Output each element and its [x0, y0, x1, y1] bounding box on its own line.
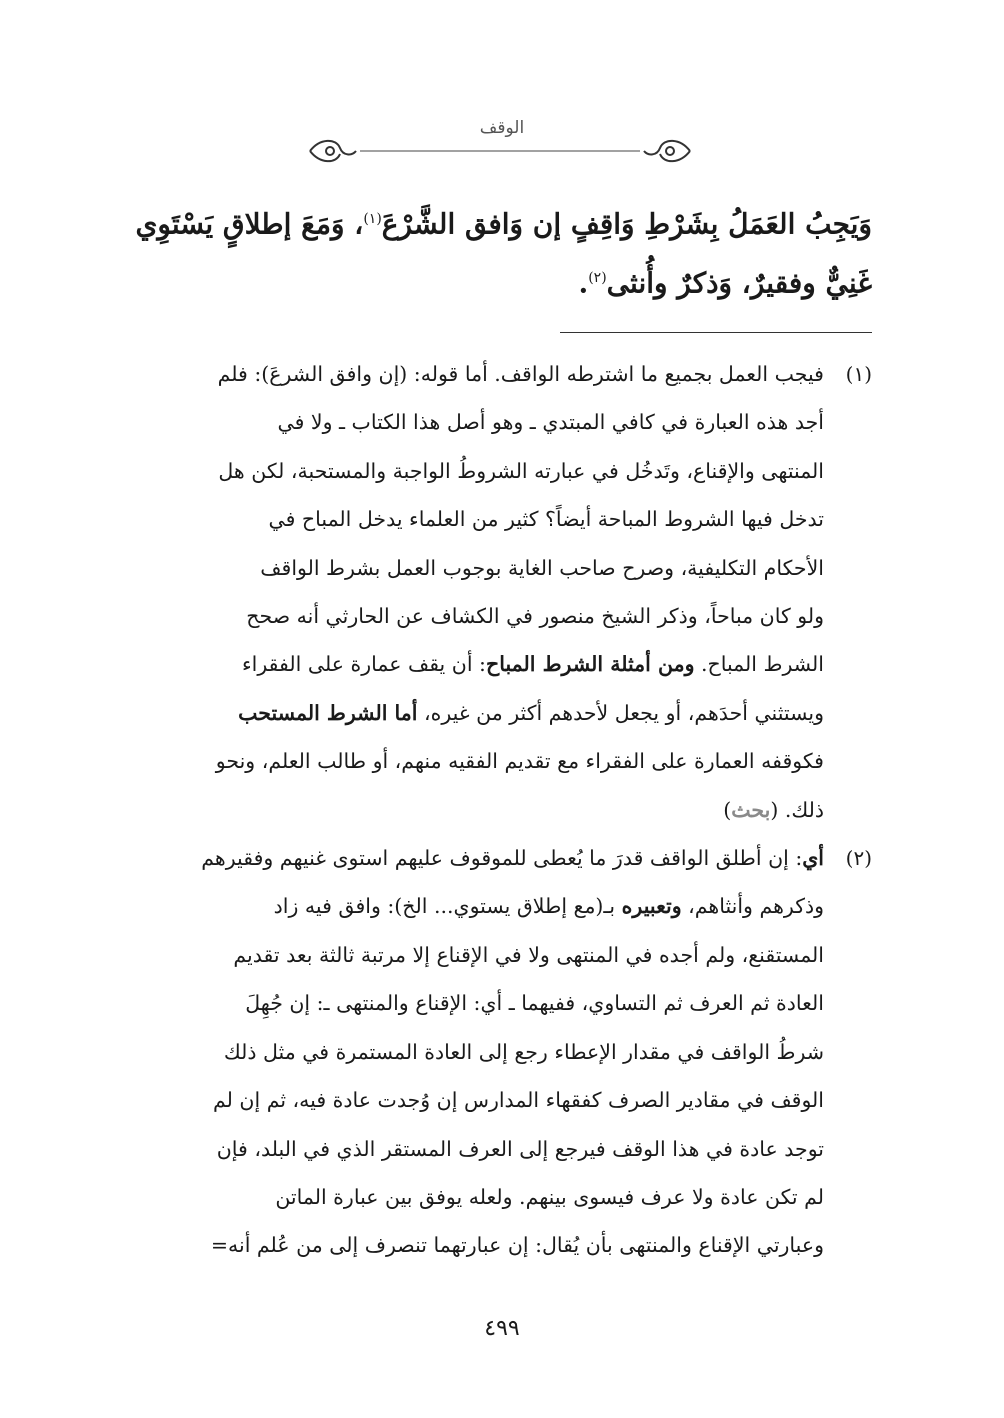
footnote-number: (٢) [845, 846, 872, 871]
footnote-line: العادة ثم العرف ثم التساوي، ففيهما ـ أي: الإقناع والمنتهى ـ: إن جُهِلَ [245, 991, 824, 1016]
footnote-line: المستقنع، ولم أجده في المنتهى ولا في الإقناع إلا مرتبة ثالثة بعد تقديم [233, 942, 824, 967]
footnote-bold-text: وتعبيره [621, 894, 682, 919]
footnote-bold-text: ومن أمثلة الشرط المباح [485, 652, 695, 677]
matn-line-1-text-b: ، وَمَعَ إطلاقٍ يَسْتَوِي [135, 207, 364, 241]
footnote-number: (١) [845, 362, 872, 386]
matn-line-1-text: وَيَجِبُ العَمَلُ بِشَرْطِ وَاقِفٍ إن وَافق الشَّرْعَ [381, 207, 872, 241]
footnote-ref-1[interactable]: (١) [363, 211, 382, 227]
footnote-line: فكوقفه العمارة على الفقراء مع تقديم الفقيه منهم، أو طالب العلم، ونحو [215, 749, 824, 774]
footnote-text: بـ(مع إطلاق يستوي... الخ): وافق فيه زاد [273, 894, 616, 919]
footnote-ref-2[interactable]: (٢) [588, 270, 607, 287]
footnote-line: فيجب العمل بجميع ما اشترطه الواقف. أما قوله: (إن وافق الشرعَ): فلم [217, 362, 824, 386]
footnote-separator [560, 332, 872, 333]
footnote-bold-text: أي [802, 846, 824, 871]
footnote-line: أجد هذه العبارة في كافي المبتدي ـ وهو أصل هذا الكتاب ـ ولا في [277, 410, 824, 435]
footnote-line: وعبارتي الإقناع والمنتهى بأن يُقال: إن عبارتهما تنصرف إلى من عُلم أنه= [210, 1233, 824, 1258]
footnote-2 [130, 834, 872, 1270]
source-tag: بحث [731, 797, 771, 822]
footnote-line [130, 689, 824, 737]
footnote-bold-text: أما الشرط المستحب [238, 700, 418, 725]
matn-line-2-text: غَنِيٌّ وفقيرٌ، وَذكرٌ وأُنثى [606, 266, 872, 300]
running-header: الوقف [479, 118, 525, 138]
footnote-line: الأحكام التكليفية، وصرح صاحب الغاية بوجوب العمل بشرط الواقف [260, 555, 824, 580]
footnote-text: : أن يقف عمارة على الفقراء [242, 652, 486, 677]
matn-line-1 [130, 192, 872, 251]
footnote-text: : إن أطلق الواقف قدرَ ما يُعطى للموقوف عليهم استوى غنيهم وفقيرهم [201, 846, 803, 871]
footnote-text: ) [723, 797, 732, 822]
footnote-line: ولو كان مباحاً، وذكر الشيخ منصور في الكشاف عن الحارثي أنه صحح [246, 604, 824, 629]
footnote-line: توجد عادة في هذا الوقف فيرجع إلى العرف المستقر الذي في البلد، فإن [216, 1136, 824, 1161]
footnotes [130, 350, 872, 1270]
footnote-line: الوقف في مقادير الصرف كفقهاء المدارس إن وُجدت عادة فيه، ثم إن لم [213, 1088, 824, 1113]
footnote-line [130, 640, 824, 688]
footnote-line [130, 786, 824, 834]
footnote-1 [130, 350, 872, 834]
page-number: ٤٩٩ [484, 1316, 520, 1341]
footnote-line [130, 882, 824, 930]
footnote-line [130, 834, 824, 882]
matn-text [130, 192, 872, 311]
footnote-line: المنتهى والإقناع، وتَدخُل في عبارته الشروطُ الواجبة والمستحبة، لكن هل [218, 458, 824, 483]
footnote-text: ذلك. ( [770, 797, 824, 822]
matn-line-2 [130, 251, 872, 310]
footnote-text: وذكرهم وأنثاهم، [688, 894, 824, 919]
footnote-text: الشرط المباح. [701, 652, 824, 677]
footnote-text: ويستثني أحدَهم، أو يجعل لأحدهم أكثر من غيره، [424, 700, 824, 725]
footnote-line: تدخل فيها الشروط المباحة أيضاً؟ كثير من العلماء يدخل المباح في [268, 507, 824, 532]
scroll-ornament-icon [300, 134, 700, 168]
matn-line-2-text-b: . [578, 266, 589, 300]
footnote-line: لم تكن عادة ولا عرف فيسوى بينهم. ولعله يوفق بين عبارة الماتن [275, 1184, 824, 1209]
footnote-line: شرطُ الواقف في مقدار الإعطاء رجع إلى العادة المستمرة في مثل ذلك [223, 1039, 824, 1064]
